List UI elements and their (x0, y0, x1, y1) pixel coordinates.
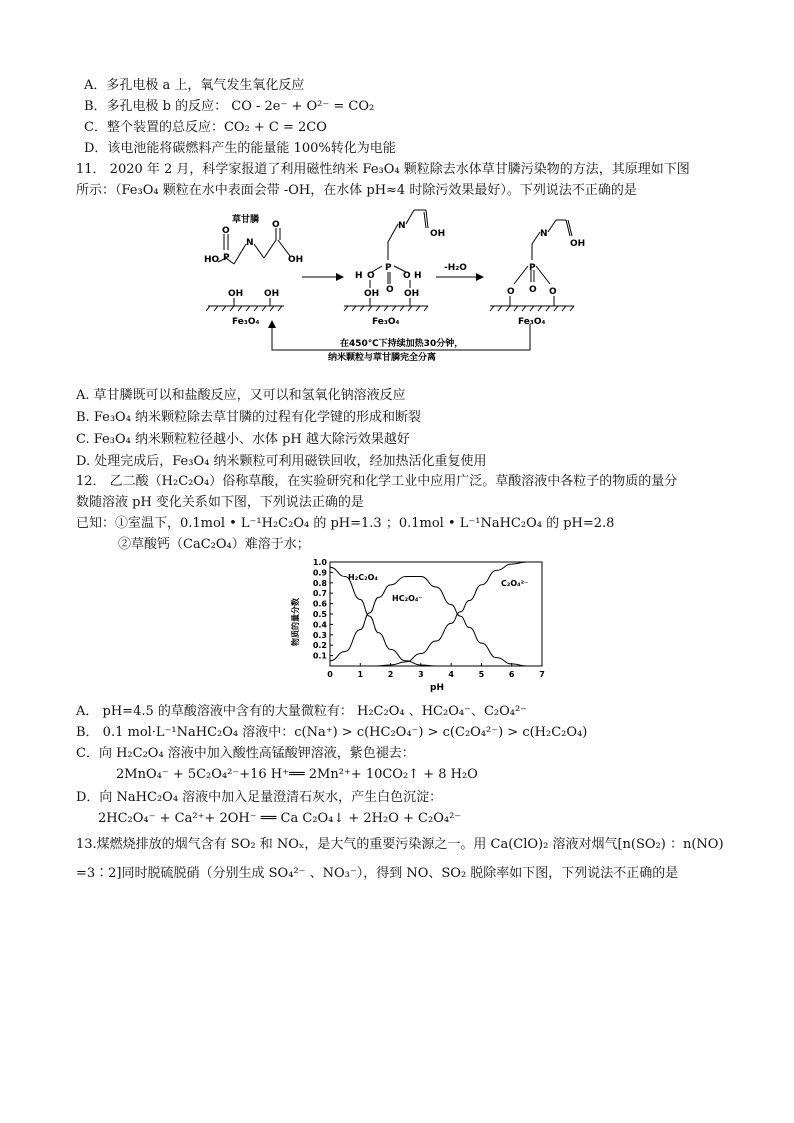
oxalic-acid-distribution-chart (284, 558, 550, 698)
question-13-stem: 13.煤燃烧排放的烟气含有 SO₂ 和 NOₓ，是大气的重要污染源之一。用 Ca(ClO)₂ 溶液对烟气[n(SO₂) ：n(NO) (76, 837, 724, 852)
atom-o: O (403, 271, 411, 281)
series-c2o4-line (375, 562, 529, 666)
atom-oh: HO (204, 255, 220, 265)
y-tick-label: 1.0 (312, 558, 327, 567)
y-tick-label: 0.6 (312, 599, 327, 609)
y-tick-label: 0.5 (312, 610, 327, 619)
atom-o: O (367, 271, 375, 281)
x-axis-label: pH (430, 683, 444, 693)
atom-o: O (386, 285, 394, 295)
x-tick-label: 3 (418, 670, 424, 679)
option-c-q12: C．向 H₂C₂O₄ 溶液中加入酸性高锰酸钾溶液，紫色褪去： (76, 746, 415, 761)
known-condition-1: 已知：①室温下，0.1mol • L⁻¹H₂C₂O₄ 的 pH=1.3 ；0.1mol • L⁻¹NaHC₂O₄ 的 pH=2.8 (76, 516, 615, 531)
question-13-stem-2: =3∶2]同时脱硫脱硝（分别生成 SO₄²⁻ 、NO₃⁻），得到 NO、SO₂ 脱除率如下图，下列说法不正确的是 (76, 866, 679, 881)
legend-h2c2o4: H₂C₂O₄ (348, 573, 378, 582)
label-minus-water: -H₂O (444, 263, 467, 273)
label-fe3o4: Fe₃O₄ (518, 317, 546, 327)
label-heat-line2: 纳米颗粒与草甘膦完全分离 (328, 353, 437, 363)
label-fe3o4: Fe₃O₄ (372, 317, 400, 327)
surface-oh: OH (228, 289, 244, 299)
atom-o: O (272, 220, 280, 230)
series-hc2o4-line (330, 577, 527, 666)
y-tick-label: 0.7 (312, 589, 327, 599)
equation-c: 2MnO₄⁻ + 5C₂O₄²⁻+16 H⁺══ 2Mn²⁺+ 10CO₂↑ + 8 H₂O (116, 767, 478, 782)
atom-n: N (246, 238, 254, 248)
x-tick-label: 2 (387, 670, 394, 679)
question-11-stem-2: 所示：（Fe₃O₄ 颗粒在水中表面会带 -OH，在水体 pH≈4 时除污效果最好）。下列说法不正确的是 (76, 183, 637, 198)
option-d-q11: D. 处理完成后，Fe₃O₄ 纳米颗粒可利用磁铁回收，经加热活化重复使用 (76, 454, 487, 469)
atom-o: O (549, 287, 557, 297)
label-heat-line1: 在450℃下持续加热30分钟， (340, 339, 464, 349)
glyphosate-reaction-diagram (192, 200, 612, 372)
y-tick-label: 0.4 (312, 620, 327, 630)
y-tick-label: 0.9 (312, 568, 327, 578)
surface-oh: OH (264, 289, 280, 299)
atom-o: O (529, 285, 537, 295)
option-a-q10: A．多孔电极 a 上，氧气发生氧化反应 (84, 78, 305, 93)
legend-c2o4: C₂O₄²⁻ (501, 579, 529, 588)
x-tick-label: 7 (539, 670, 545, 679)
y-tick-label: 0.8 (312, 578, 327, 588)
atom-p: P (385, 263, 392, 273)
y-tick-label: 0.2 (312, 641, 327, 651)
atom-h: H (414, 271, 422, 281)
y-tick-label: 0.1 (312, 651, 327, 661)
y-axis-label: 物质的量分数 (291, 598, 300, 646)
question-11-stem: 11． 2020 年 2 月，科学家报道了利用磁性纳米 Fe₃O₄ 颗粒除去水体草甘膦污染物的方法，其原理如下图 (76, 162, 690, 177)
y-tick-label: 0.3 (312, 630, 327, 640)
surface-oh: OH (404, 289, 420, 299)
option-a-q11: A. 草甘膦既可以和盐酸反应，又可以和氢氧化钠溶液反应 (76, 388, 406, 403)
option-b-q10: B．多孔电极 b 的反应： CO - 2e⁻ + O²⁻ = CO₂ (84, 99, 375, 114)
question-12-stem: 12． 乙二酸（H₂C₂O₄）俗称草酸，在实验研究和化学工业中应用广泛。草酸溶液中各粒子的物质的量分 (76, 474, 678, 489)
label-glyphosate: 草甘膦 (232, 215, 260, 225)
atom-n: N (398, 221, 406, 231)
x-tick-label: 1 (357, 670, 364, 679)
x-tick-label: 5 (478, 670, 485, 679)
atom-h: H (355, 271, 363, 281)
option-d-q12: D．向 NaHC₂O₄ 溶液中加入足量澄清石灰水，产生白色沉淀： (76, 790, 443, 805)
atom-n: N (540, 229, 548, 239)
x-tick-label: 6 (508, 670, 515, 679)
atom-oh: OH (288, 255, 304, 265)
atom-p: P (529, 263, 536, 273)
atom-oh: OH (570, 239, 586, 249)
atom-p: P (223, 253, 230, 263)
surface-oh: OH (364, 289, 380, 299)
option-b-q11: B. Fe₃O₄ 纳米颗粒除去草甘膦的过程有化学键的形成和断裂 (76, 410, 422, 425)
label-fe3o4: Fe₃O₄ (232, 317, 260, 327)
option-c-q10: C．整个装置的总反应：CO₂ + C = 2CO (84, 120, 327, 135)
option-b-q12: B． 0.1 mol·L⁻¹NaHC₂O₄ 溶液中：c(Na⁺) > c(HC₂O₄⁻) > c(C₂O₄²⁻) > c(H₂C₂O₄) (76, 725, 588, 740)
atom-o: O (507, 287, 515, 297)
option-a-q12: A． pH=4.5 的草酸溶液中含有的大量微粒有： H₂C₂O₄ 、HC₂O₄⁻、C₂O₄²⁻ (76, 704, 528, 719)
legend-hc2o4: HC₂O₄⁻ (392, 594, 423, 603)
option-d-q10: D．该电池能将碳燃料产生的能量能 100%转化为电能 (84, 141, 396, 156)
equation-d: 2HC₂O₄⁻ + Ca²⁺+ 2OH⁻ ══ Ca C₂O₄↓ + 2H₂O + C₂O₄²⁻ (98, 811, 462, 826)
x-tick-label: 0 (327, 670, 333, 679)
x-tick-label: 4 (448, 670, 454, 679)
atom-oh: OH (430, 229, 446, 239)
option-c-q11: C. Fe₃O₄ 纳米颗粒粒径越小、水体 pH 越大除污效果越好 (76, 432, 410, 447)
question-12-stem-2: 数随溶液 pH 变化关系如下图，下列说法正确的是 (76, 495, 364, 510)
known-condition-2: ②草酸钙（CaC₂O₄）难溶于水； (118, 537, 310, 552)
atom-o: O (222, 226, 230, 236)
